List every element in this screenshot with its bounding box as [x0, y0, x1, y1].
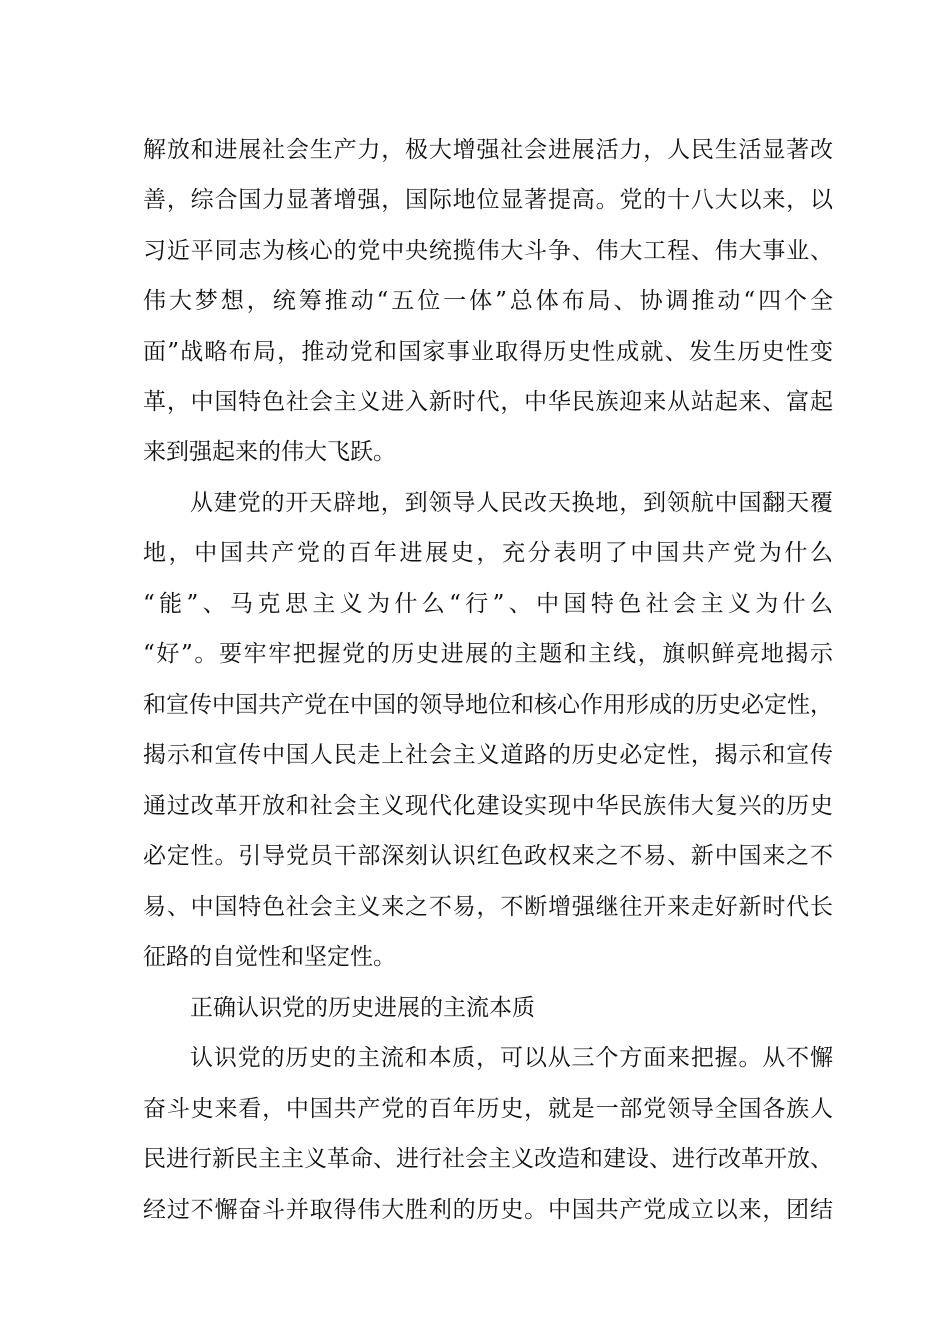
- body-text-line: 面”战略布局，推动党和国家事业取得历史性成就、发生历史性变: [143, 339, 833, 365]
- body-text-line: 奋斗史来看，中国共产党的百年历史，就是一部党领导全国各族人: [143, 1096, 833, 1122]
- paragraph-first-line: 从建党的开天辟地，到领导人民改天换地，到领航中国翻天覆: [190, 490, 833, 516]
- body-text-line: 地，中国共产党的百年进展史，充分表明了中国共产党为什么: [143, 540, 833, 566]
- body-text-line: 善，综合国力显著增强，国际地位显著提高。党的十八大以来，以: [143, 187, 833, 213]
- body-text-line: 解放和进展社会生产力，极大增强社会进展活力，人民生活显著改: [143, 137, 833, 163]
- section-heading: 正确认识党的历史进展的主流本质: [190, 995, 535, 1021]
- paragraph-first-line: 认识党的历史的主流和本质，可以从三个方面来把握。从不懈: [190, 1045, 833, 1071]
- body-text-line: 征路的自觉性和坚定性。: [143, 944, 396, 970]
- body-text-line: 伟大梦想，统筹推动“五位一体”总体布局、协调推动“四个全: [143, 288, 833, 314]
- body-text-line: 揭示和宣传中国人民走上社会主义道路的历史必定性，揭示和宣传: [143, 742, 833, 768]
- body-text-line: 民进行新民主主义革命、进行社会主义改造和建设、进行改革开放、: [143, 1146, 833, 1172]
- body-text-line: 必定性。引导党员干部深刻认识红色政权来之不易、新中国来之不: [143, 843, 833, 869]
- body-text-line: 经过不懈奋斗并取得伟大胜利的历史。中国共产党成立以来，团结: [143, 1197, 833, 1223]
- body-text-line: 和宣传中国共产党在中国的领导地位和核心作用形成的历史必定性，: [143, 692, 833, 718]
- body-text-line: 易、中国特色社会主义来之不易，不断增强继往开来走好新时代长: [143, 894, 833, 920]
- body-text-line: 通过改革开放和社会主义现代化建设实现中华民族伟大复兴的历史: [143, 793, 833, 819]
- body-text-line: 习近平同志为核心的党中央统揽伟大斗争、伟大工程、伟大事业、: [143, 238, 833, 264]
- body-text-line: 革，中国特色社会主义进入新时代，中华民族迎来从站起来、富起: [143, 389, 833, 415]
- body-text-line: 来到强起来的伟大飞跃。: [143, 439, 396, 465]
- body-text-line: “能”、马克思主义为什么“行”、中国特色社会主义为什么: [143, 591, 833, 617]
- body-text-line: “好”。要牢牢把握党的历史进展的主题和主线，旗帜鲜亮地揭示: [143, 641, 833, 667]
